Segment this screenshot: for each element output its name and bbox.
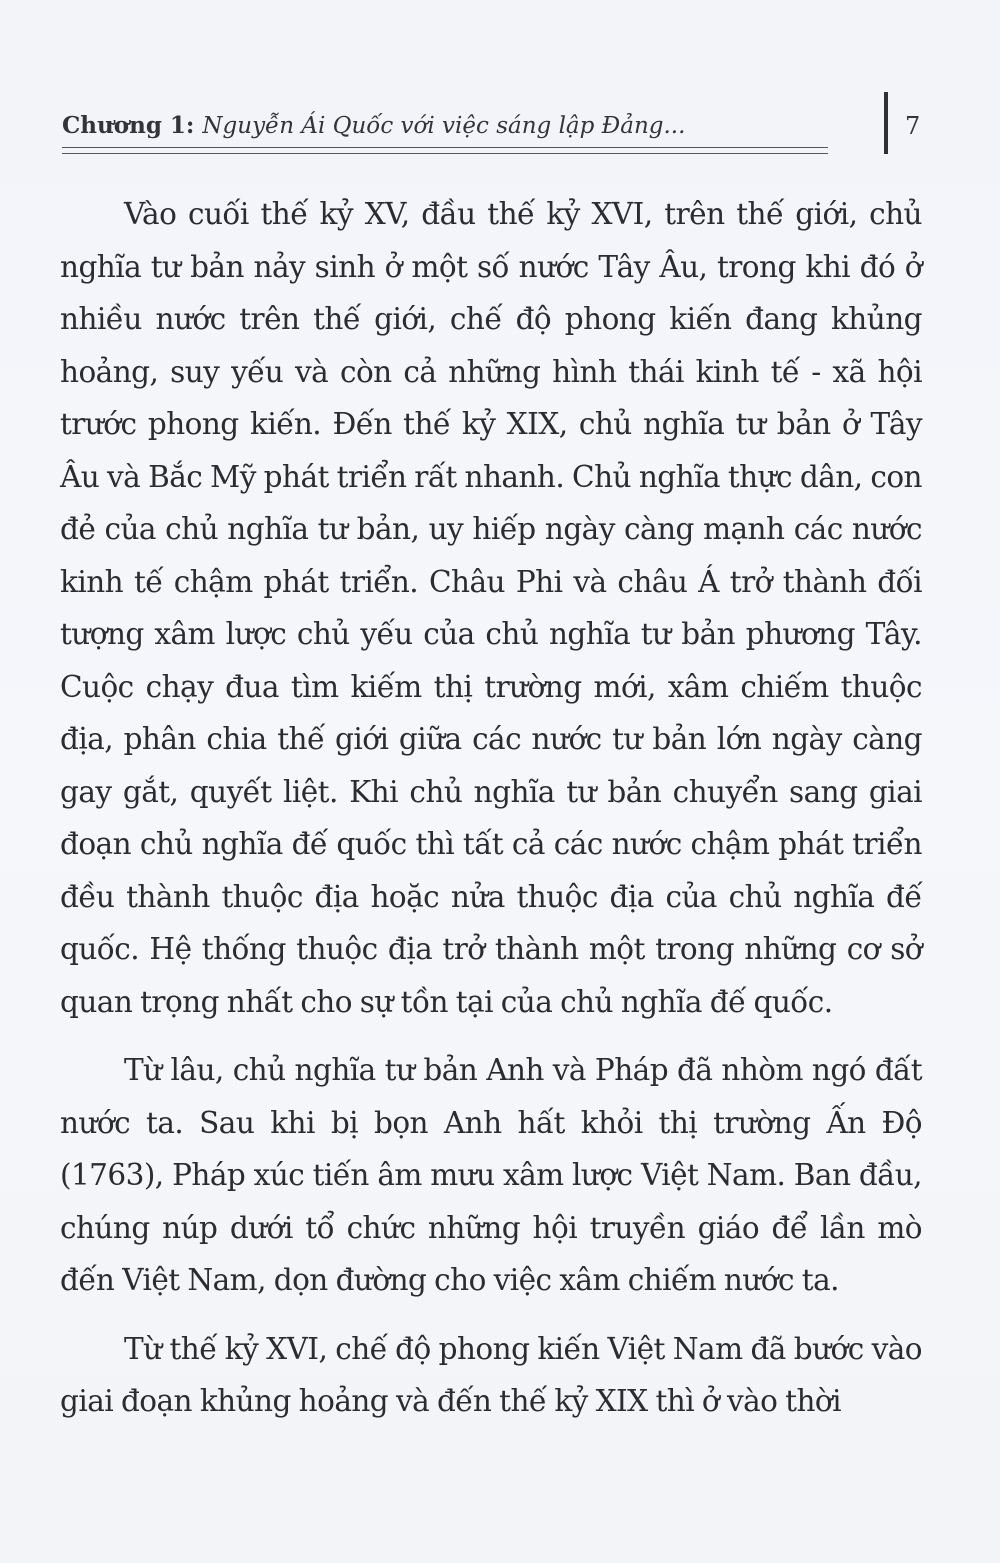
body-text	[60, 188, 922, 1428]
page-number: 7	[905, 112, 921, 140]
paragraph-2: Từ lâu, chủ nghĩa tư bản Anh và Pháp đã nhòm ngó đất nước ta. Sau khi bị bọn Anh hất khỏi thị trường Ấn Độ (1763), Pháp xúc tiến âm mưu xâm lược Việt Nam. Ban đầu, chúng núp dưới tổ chức những hội truyền giáo để lần mò đến Việt Nam, dọn đường cho việc xâm chiếm nước ta.	[60, 1053, 922, 1297]
header-double-rule	[62, 147, 828, 154]
paragraph-3: Từ thế kỷ XVI, chế độ phong kiến Việt Nam đã bước vào giai đoạn khủng hoảng và đến thế kỷ XIX thì ở vào thời	[60, 1331, 922, 1418]
running-header	[62, 112, 828, 152]
chapter-title: Nguyễn Ái Quốc với việc sáng lập Đảng...	[202, 113, 686, 139]
chapter-label: Chương 1:	[62, 112, 203, 139]
paragraph-1: Vào cuối thế kỷ XV, đầu thế kỷ XVI, trên thế giới, chủ nghĩa tư bản nảy sinh ở một số nước Tây Âu, trong khi đó ở nhiều nước trên thế giới, chế độ phong kiến đang khủng hoảng, suy yếu và còn cả những hình thái kinh tế - xã hội trước phong kiến. Đến thế kỷ XIX, chủ nghĩa tư bản ở Tây Âu và Bắc Mỹ phát triển rất nhanh. Chủ nghĩa thực dân, con đẻ của chủ nghĩa tư bản, uy hiếp ngày càng mạnh các nước kinh tế chậm phát triển. Châu Phi và châu Á trở thành đối tượng xâm lược chủ yếu của chủ nghĩa tư bản phương Tây. Cuộc chạy đua tìm kiếm thị trường mới, xâm chiếm thuộc địa, phân chia thế giới giữa các nước tư bản lớn ngày càng gay gắt, quyết liệt. Khi chủ nghĩa tư bản chuyển sang giai đoạn chủ nghĩa đế quốc thì tất cả các nước chậm phát triển đều thành thuộc địa hoặc nửa thuộc địa của chủ nghĩa đế quốc. Hệ thống thuộc địa trở thành một trong những cơ sở quan trọng nhất cho sự tồn tại của chủ nghĩa đế quốc.	[60, 197, 922, 1019]
page-number-divider	[884, 92, 888, 154]
